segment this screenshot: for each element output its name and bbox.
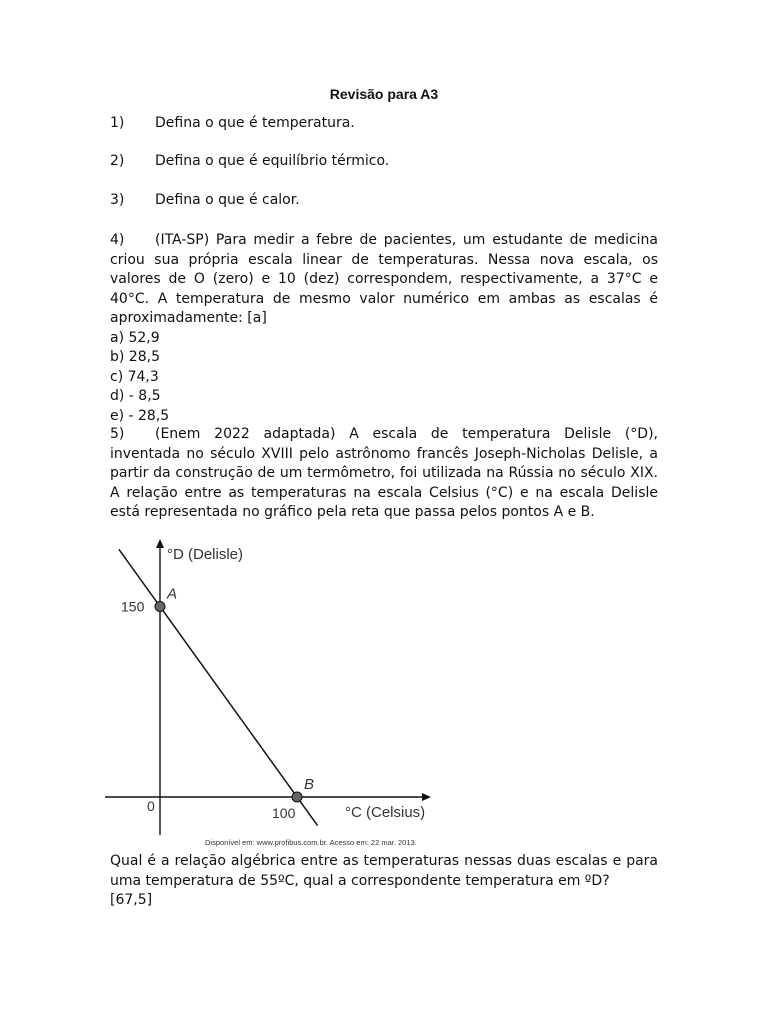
question-text: Defina o que é temperatura. [155, 115, 355, 131]
option-a: a) 52,9 [110, 329, 160, 346]
option-e: e) - 28,5 [110, 407, 170, 424]
question-5 [110, 425, 658, 523]
question-4 [110, 231, 658, 426]
question-number: 1) [110, 115, 125, 131]
page-title: Revisão para A3 [329, 86, 439, 102]
question-text: (Enem 2022 adaptada) A escala de temperatura Delisle (°D), inventada no século XVIII pelo astrônomo francês Joseph-Nicholas Delisle, a partir da construção de um termômetro, foi utilizada na Rússia no século XIX. A relação entre as temperaturas na escala Celsius (°C) e na escala Delisle está representada no gráfico pela reta que passa pelos pontos A e B. [110, 426, 658, 520]
x-tick-label: 100 [272, 805, 296, 821]
answer: [67,5] [110, 892, 153, 908]
option-d: d) - 8,5 [110, 388, 161, 404]
point-label-b: B [304, 776, 315, 793]
question-number: 2) [110, 153, 125, 169]
question-number: 3) [110, 192, 125, 208]
y-axis-label: °D (Delisle) [167, 546, 244, 563]
question-2 [110, 152, 658, 172]
point-a [155, 602, 165, 612]
question-text: Defina o que é calor. [155, 192, 300, 208]
question-5-followup [110, 852, 658, 911]
followup-text: Qual é a relação algébrica entre as temperaturas nessas duas escalas e para uma temperatura de 55ºC, qual a correspondente temperatura em ºD? [110, 853, 658, 889]
question-3 [110, 191, 658, 211]
delisle-celsius-graph [105, 535, 445, 855]
point-label-a: A [167, 585, 178, 603]
y-axis-arrow [156, 539, 164, 548]
x-axis-arrow [422, 793, 431, 801]
source-caption: Disponível em: www.profibus.com.br. Acesso em: 22 mar. 2013. [205, 838, 417, 847]
y-tick-label: 150 [121, 598, 145, 615]
question-number: 5) [110, 426, 125, 442]
option-c: c) 74,3 [110, 368, 159, 385]
question-number: 4) [110, 232, 125, 248]
question-text: Defina o que é equilíbrio térmico. [155, 153, 390, 169]
option-b: b) 28,5 [110, 349, 160, 365]
question-text: (ITA-SP) Para medir a febre de pacientes, um estudante de medicina criou sua própria escala linear de temperaturas. Nessa nova escala, os valores de O (zero) e 10 (dez) correspondem, respectivamente, a 37°C e 40°C. A temperatura de mesmo valor numérico em ambas as escalas é aproximadamente: [a] [110, 232, 658, 326]
x-axis-label: °C (Celsius) [345, 804, 426, 821]
point-b [292, 792, 302, 802]
delisle-line [119, 549, 318, 825]
question-1 [110, 114, 658, 134]
origin-label: 0 [147, 798, 155, 814]
